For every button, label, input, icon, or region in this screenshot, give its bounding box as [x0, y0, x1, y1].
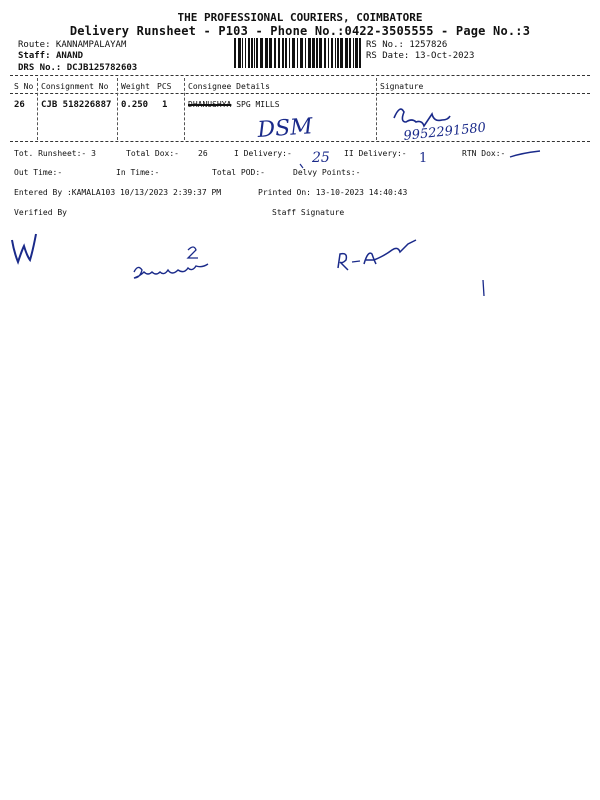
entered-by: Entered By :KAMALA103 10/13/2023 2:39:37 PM — [14, 188, 222, 197]
col-divider — [37, 78, 38, 140]
separator-header — [10, 93, 590, 94]
row-consignee — [188, 100, 280, 109]
stray-mark-icon — [483, 280, 484, 296]
i-delivery-label: I Delivery:- — [234, 149, 292, 158]
staff-label: Staff: — [18, 51, 51, 61]
total-dox-value: 26 — [198, 149, 208, 158]
barcode-image — [234, 38, 362, 68]
delvy-points-label: Delvy Points:- — [293, 168, 361, 177]
handwritten-i-delivery: 25 — [312, 150, 330, 166]
col-header-signature: Signature — [380, 82, 424, 91]
total-dox-label: Total Dox:- — [126, 149, 179, 158]
separator-table-end — [10, 141, 590, 142]
staff-signature-icon — [338, 254, 348, 270]
rs-number: RS No.: 1257826 — [366, 40, 448, 50]
col-divider — [184, 78, 185, 140]
col-header-weight: Weight — [121, 82, 150, 91]
handwritten-dsm: DSM — [256, 114, 314, 143]
col-header-sno: S No — [14, 82, 34, 91]
tot-runsheet: Tot. Runsheet:- 3 — [14, 149, 96, 158]
col-header-consignee: Consignee Details — [188, 82, 270, 91]
handwritten-mark-icon — [188, 247, 198, 258]
row-sno: 26 — [14, 100, 25, 110]
company-title: THE PROFESSIONAL COURIERS, COIMBATORE — [177, 11, 423, 24]
row-weight: 0.250 — [121, 100, 149, 110]
rs-date: RS Date: 13-Oct-2023 — [366, 51, 475, 61]
col-divider — [376, 78, 377, 140]
consignee-rest: SPG MILLS — [236, 100, 280, 109]
signature-dash-icon — [352, 261, 360, 262]
printed-on: Printed On: 13-10-2023 14:40:43 — [258, 188, 408, 197]
route-label: Route: KANNAMPALAYAM — [18, 40, 127, 50]
handwritten-rtn-dash-icon — [510, 151, 540, 157]
ii-delivery-label: II Delivery:- — [344, 149, 407, 158]
staff-signature-tail-icon — [364, 240, 416, 264]
handwritten-phone: 9952291580 — [402, 120, 487, 144]
col-header-pcs: PCS — [157, 82, 172, 91]
total-pod-label: Total POD:- — [212, 168, 265, 177]
receiver-signature-icon — [394, 109, 450, 126]
rtn-dox-label: RTN Dox:- — [462, 149, 506, 158]
col-divider — [117, 78, 118, 140]
staff-line — [18, 51, 83, 61]
verified-by-label: Verified By — [14, 208, 67, 217]
col-header-consignment: Consignment No — [41, 82, 109, 91]
staff-value: ANAND — [55, 51, 84, 61]
row-pcs: 1 — [162, 100, 168, 110]
consignee-struck-name: DHANUSHYA — [188, 100, 232, 109]
runsheet-subtitle: Delivery Runsheet - P103 - Phone No.:0422-3505555 - Page No.:3 — [69, 24, 531, 38]
verifier-signature-icon — [12, 234, 36, 262]
drs-number: DRS No.: DCJB125782603 — [18, 63, 138, 73]
staff-signature-label: Staff Signature — [272, 208, 345, 217]
out-time-label: Out Time:- — [14, 168, 63, 177]
row-consignment-no: CJB 518226887 — [41, 100, 112, 110]
staff-name-signature-icon — [134, 264, 208, 278]
separator-top — [10, 75, 590, 76]
in-time-label: In Time:- — [116, 168, 160, 177]
handwritten-ii-delivery: 1 — [419, 151, 428, 166]
